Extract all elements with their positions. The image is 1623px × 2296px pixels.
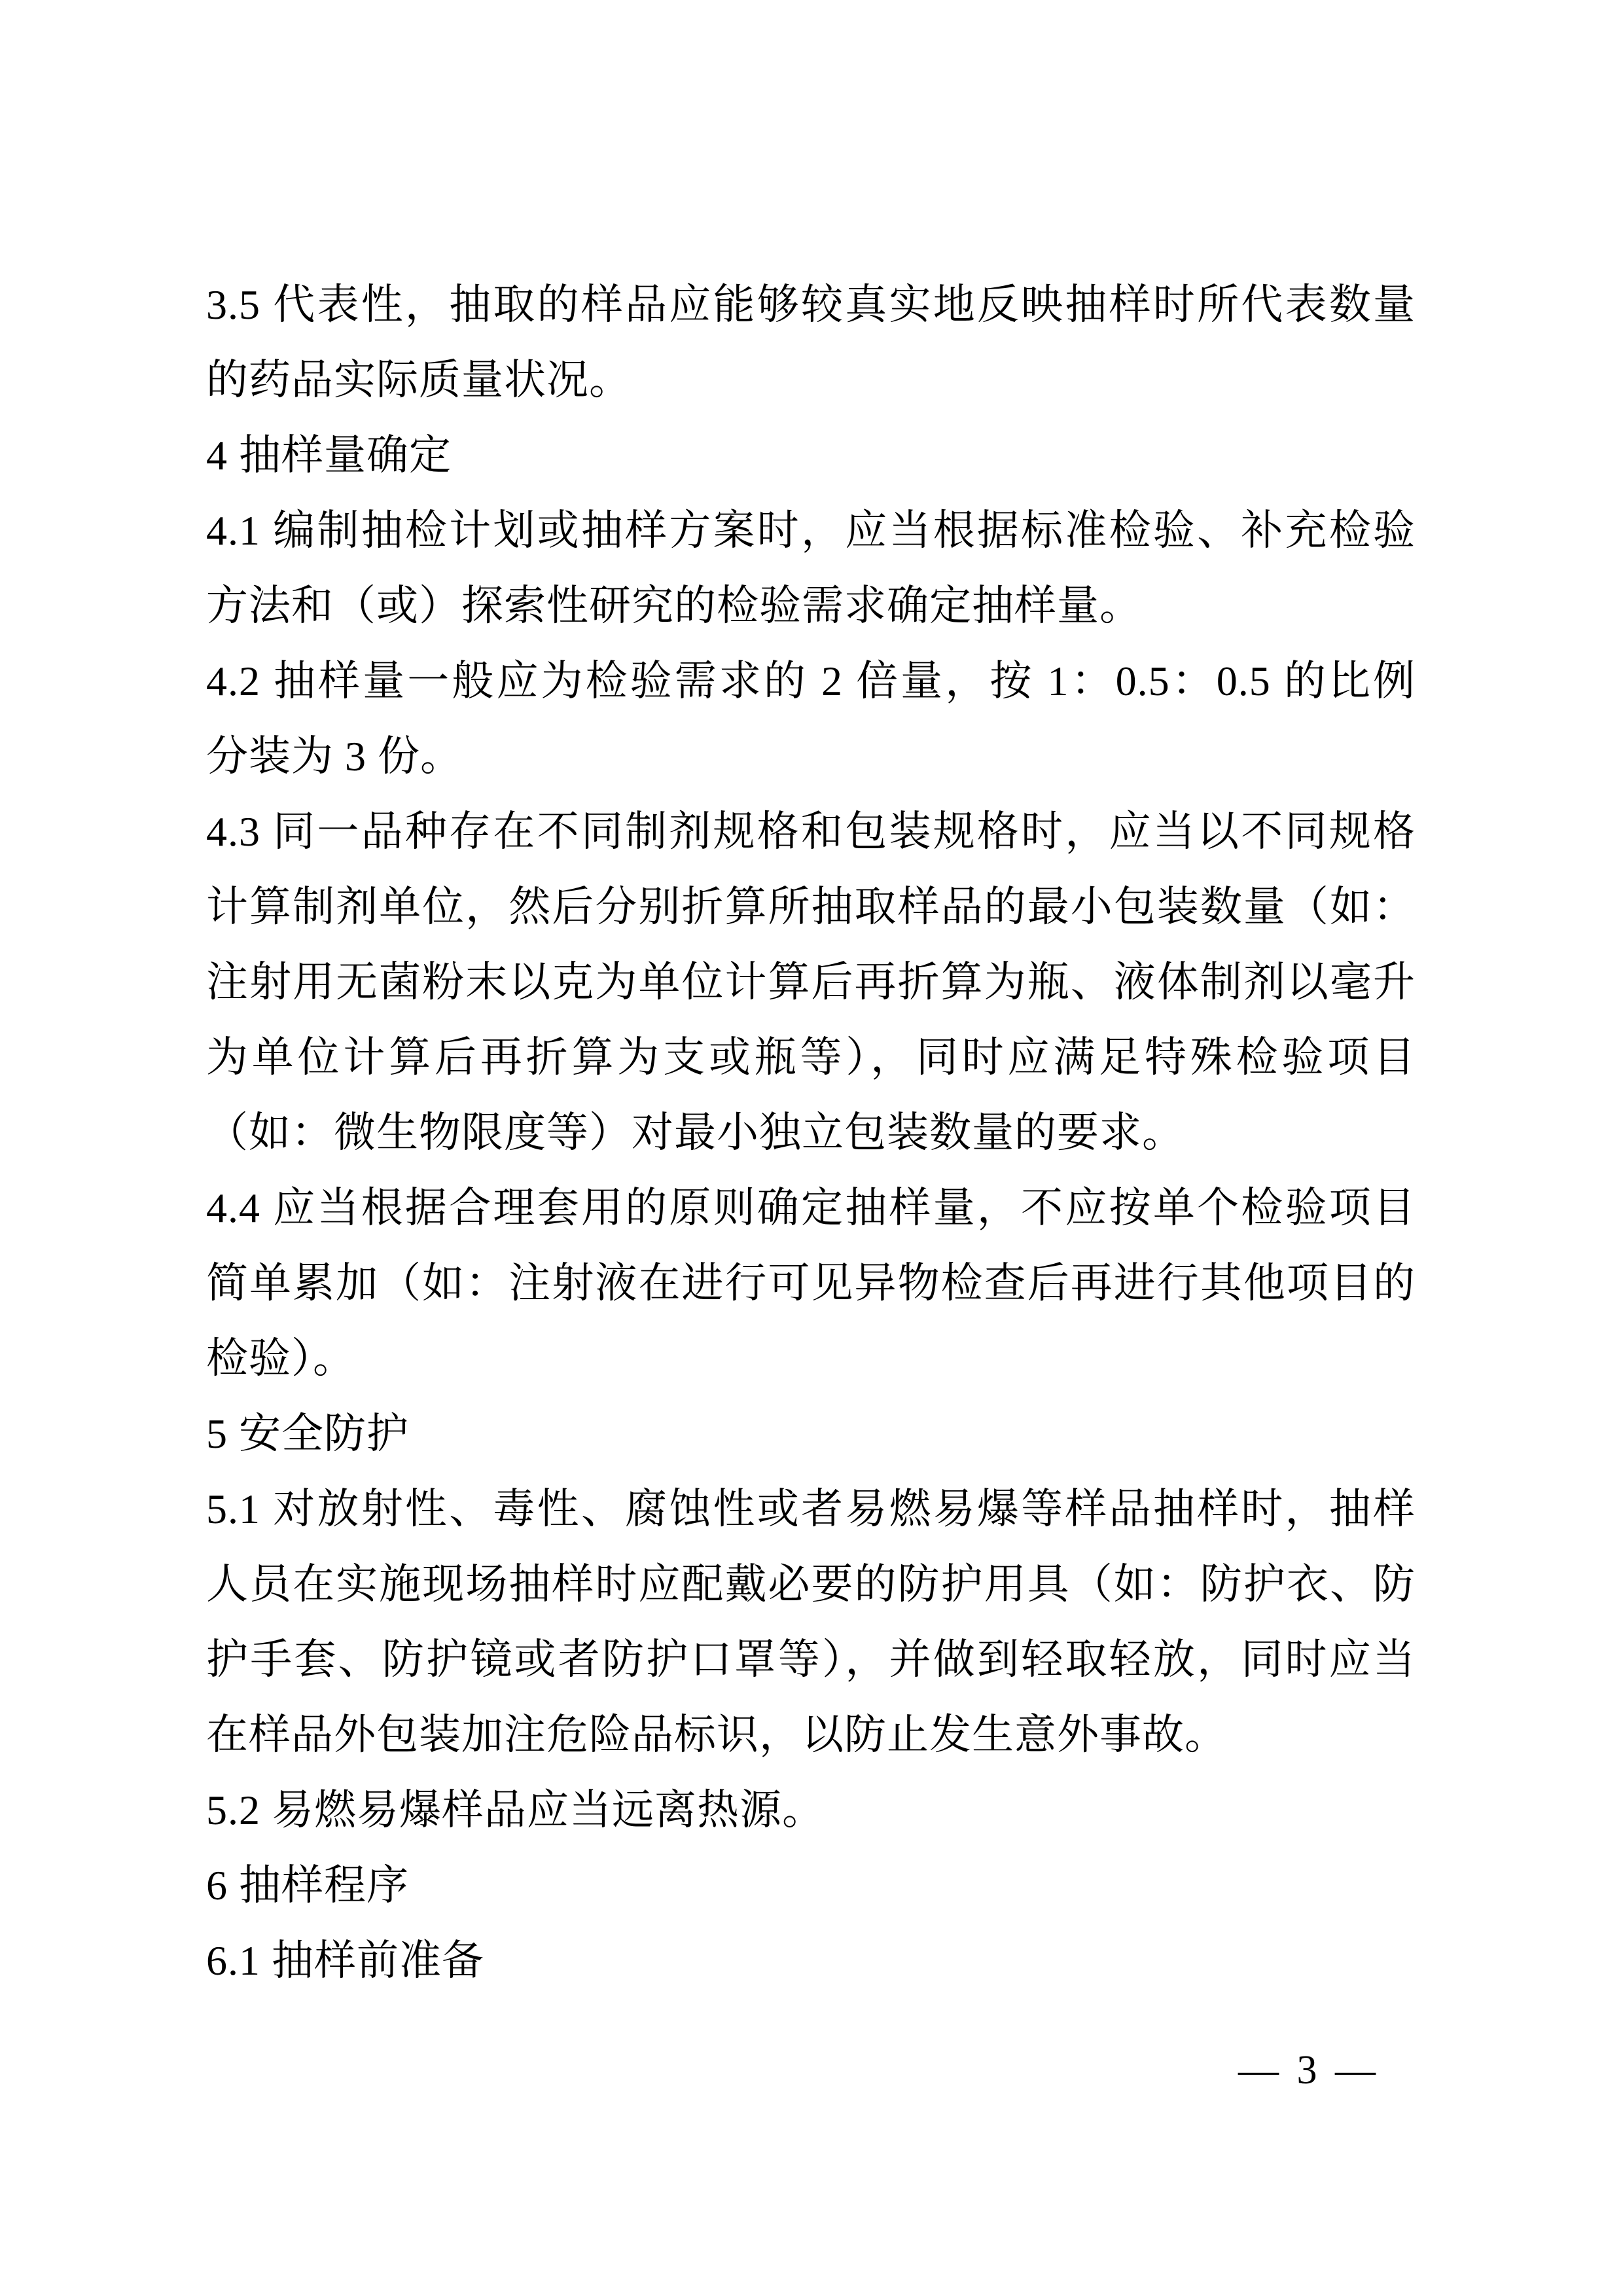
text-line: 人员在实施现场抽样时应配戴必要的防护用具（如：防护衣、防	[206, 1561, 1416, 1607]
section-heading: 6.1 抽样前准备	[206, 1937, 484, 1984]
text-line: 4.2 抽样量一般应为检验需求的 2 倍量，按 1：0.5：0.5 的比例	[206, 658, 1416, 704]
text-line: 5.2 易燃易爆样品应当远离热源。	[206, 1787, 825, 1833]
section-heading: 4 抽样量确定	[206, 432, 452, 478]
text-line: 计算制剂单位，然后分别折算所抽取样品的最小包装数量（如：	[206, 884, 1416, 930]
text-line: （如：微生物限度等）对最小独立包装数量的要求。	[206, 1109, 1185, 1156]
text-line: 注射用无菌粉末以克为单位计算后再折算为瓶、液体制剂以毫升	[206, 959, 1416, 1005]
text-line: 的药品实际质量状况。	[206, 357, 632, 403]
text-line: 在样品外包装加注危险品标识，以防止发生意外事故。	[206, 1712, 1227, 1758]
text-line: 简单累加（如：注射液在进行可见异物检查后再进行其他项目的	[206, 1260, 1416, 1306]
section-heading: 6 抽样程序	[206, 1862, 409, 1909]
text-line: 4.1 编制抽检计划或抽样方案时，应当根据标准检验、补充检验	[206, 507, 1416, 554]
text-line: 3.5 代表性，抽取的样品应能够较真实地反映抽样时所代表数量	[206, 281, 1416, 328]
text-line: 为单位计算后再折算为支或瓶等），同时应满足特殊检验项目	[206, 1034, 1416, 1081]
text-line: 5.1 对放射性、毒性、腐蚀性或者易燃易爆等样品抽样时，抽样	[206, 1486, 1416, 1532]
text-line: 分装为 3 份。	[206, 733, 463, 780]
text-line: 护手套、防护镜或者防护口罩等），并做到轻取轻放，同时应当	[206, 1636, 1416, 1683]
page-number: — 3 —	[1238, 2048, 1380, 2092]
text-line: 检验）。	[206, 1335, 355, 1382]
text-line: 方法和（或）探索性研究的检验需求确定抽样量。	[206, 583, 1142, 629]
text-line: 4.4 应当根据合理套用的原则确定抽样量，不应按单个检验项目	[206, 1185, 1416, 1231]
section-heading: 5 安全防护	[206, 1410, 409, 1457]
text-line: 4.3 同一品种存在不同制剂规格和包装规格时，应当以不同规格	[206, 808, 1416, 855]
page-body	[206, 267, 1416, 1998]
